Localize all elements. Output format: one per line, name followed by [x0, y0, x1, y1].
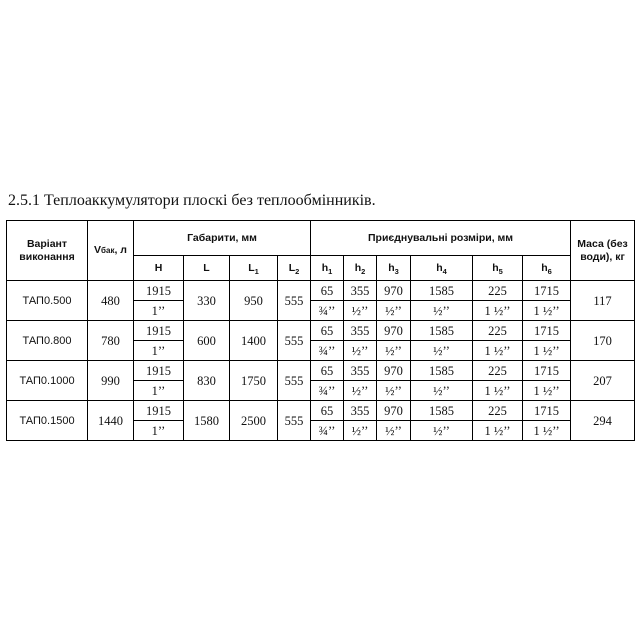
conn-h4-cell: 1585: [411, 321, 473, 341]
table-row: [7, 361, 635, 381]
conn-h5-thread-cell: 1 ½’’: [473, 301, 523, 321]
length1-cell: 950: [230, 281, 278, 321]
header-connections: Приєднувальні розміри, мм: [311, 221, 571, 256]
height-thread-cell: 1’’: [134, 421, 184, 441]
header-conn-h2: $h_2$: [344, 256, 377, 281]
conn-h5-cell: 225: [473, 401, 523, 421]
conn-h2-cell: 355: [344, 281, 377, 301]
header-conn-h3: $h_3$: [377, 256, 411, 281]
conn-h3-cell: 970: [377, 401, 411, 421]
conn-h1-thread-cell: ¾’’: [311, 381, 344, 401]
conn-h4-cell: 1585: [411, 361, 473, 381]
conn-h4-thread-cell: ½’’: [411, 421, 473, 441]
length1-cell: 2500: [230, 401, 278, 441]
length-cell: 330: [184, 281, 230, 321]
conn-h1-thread-cell: ¾’’: [311, 301, 344, 321]
specification-table: [6, 220, 635, 441]
conn-h6-cell: 1715: [523, 401, 571, 421]
conn-h1-thread-cell: ¾’’: [311, 421, 344, 441]
conn-h3-cell: 970: [377, 321, 411, 341]
conn-h5-cell: 225: [473, 281, 523, 301]
variant-cell: ТАП0.800: [7, 321, 88, 361]
conn-h4-cell: 1585: [411, 401, 473, 421]
length2-cell: 555: [278, 281, 311, 321]
section-caption: 2.5.1 Теплоаккумулятори плоскі без теплообмінників.: [8, 192, 376, 209]
conn-h5-thread-cell: 1 ½’’: [473, 381, 523, 401]
conn-h4-thread-cell: ½’’: [411, 381, 473, 401]
volume-cell: 1440: [88, 401, 134, 441]
mass-cell: 294: [571, 401, 635, 441]
conn-h2-thread-cell: ½’’: [344, 421, 377, 441]
conn-h1-cell: 65: [311, 401, 344, 421]
conn-h1-thread-cell: ¾’’: [311, 341, 344, 361]
height-cell: 1915: [134, 281, 184, 301]
conn-h2-cell: 355: [344, 401, 377, 421]
conn-h3-cell: 970: [377, 281, 411, 301]
header-row-1: [7, 221, 635, 256]
conn-h3-thread-cell: ½’’: [377, 421, 411, 441]
mass-cell: 170: [571, 321, 635, 361]
length1-cell: 1750: [230, 361, 278, 401]
conn-h2-thread-cell: ½’’: [344, 381, 377, 401]
conn-h6-thread-cell: 1 ½’’: [523, 301, 571, 321]
volume-cell: 480: [88, 281, 134, 321]
conn-h4-thread-cell: ½’’: [411, 341, 473, 361]
conn-h6-thread-cell: 1 ½’’: [523, 421, 571, 441]
height-thread-cell: 1’’: [134, 341, 184, 361]
conn-h3-cell: 970: [377, 361, 411, 381]
conn-h3-thread-cell: ½’’: [377, 341, 411, 361]
conn-h1-cell: 65: [311, 321, 344, 341]
conn-h6-thread-cell: 1 ½’’: [523, 381, 571, 401]
conn-h2-cell: 355: [344, 321, 377, 341]
conn-h5-cell: 225: [473, 321, 523, 341]
length1-cell: 1400: [230, 321, 278, 361]
variant-cell: ТАП0.1000: [7, 361, 88, 401]
conn-h5-thread-cell: 1 ½’’: [473, 421, 523, 441]
volume-cell: 990: [88, 361, 134, 401]
variant-cell: ТАП0.500: [7, 281, 88, 321]
conn-h5-cell: 225: [473, 361, 523, 381]
header-dim-l: L: [184, 256, 230, 281]
conn-h4-thread-cell: ½’’: [411, 301, 473, 321]
header-conn-h4: $h_4$: [411, 256, 473, 281]
length-cell: 1580: [184, 401, 230, 441]
variant-cell: ТАП0.1500: [7, 401, 88, 441]
conn-h6-cell: 1715: [523, 281, 571, 301]
conn-h3-thread-cell: ½’’: [377, 301, 411, 321]
conn-h6-cell: 1715: [523, 361, 571, 381]
header-conn-h1: $h_1$: [311, 256, 344, 281]
height-thread-cell: 1’’: [134, 301, 184, 321]
conn-h3-thread-cell: ½’’: [377, 381, 411, 401]
header-volume: Vбак, л: [88, 221, 134, 281]
conn-h6-cell: 1715: [523, 321, 571, 341]
table-body: [7, 281, 635, 441]
conn-h2-cell: 355: [344, 361, 377, 381]
conn-h1-cell: 65: [311, 281, 344, 301]
volume-cell: 780: [88, 321, 134, 361]
conn-h2-thread-cell: ½’’: [344, 341, 377, 361]
conn-h5-thread-cell: 1 ½’’: [473, 341, 523, 361]
table-row: [7, 321, 635, 341]
length2-cell: 555: [278, 321, 311, 361]
height-cell: 1915: [134, 321, 184, 341]
height-cell: 1915: [134, 401, 184, 421]
height-cell: 1915: [134, 361, 184, 381]
header-dim-l2: $L_2$: [278, 256, 311, 281]
mass-cell: 207: [571, 361, 635, 401]
header-conn-h6: $h_6$: [523, 256, 571, 281]
table-row: [7, 401, 635, 421]
table-row: [7, 281, 635, 301]
header-dimensions: Габарити, мм: [134, 221, 311, 256]
conn-h6-thread-cell: 1 ½’’: [523, 341, 571, 361]
conn-h2-thread-cell: ½’’: [344, 301, 377, 321]
conn-h1-cell: 65: [311, 361, 344, 381]
mass-cell: 117: [571, 281, 635, 321]
header-dim-h: H: [134, 256, 184, 281]
length-cell: 600: [184, 321, 230, 361]
conn-h4-cell: 1585: [411, 281, 473, 301]
header-dim-l1: $L_1$: [230, 256, 278, 281]
length-cell: 830: [184, 361, 230, 401]
length2-cell: 555: [278, 361, 311, 401]
header-conn-h5: $h_5$: [473, 256, 523, 281]
header-variant: Варіант виконання: [7, 221, 88, 281]
height-thread-cell: 1’’: [134, 381, 184, 401]
length2-cell: 555: [278, 401, 311, 441]
header-mass: Маса (без води), кг: [571, 221, 635, 281]
